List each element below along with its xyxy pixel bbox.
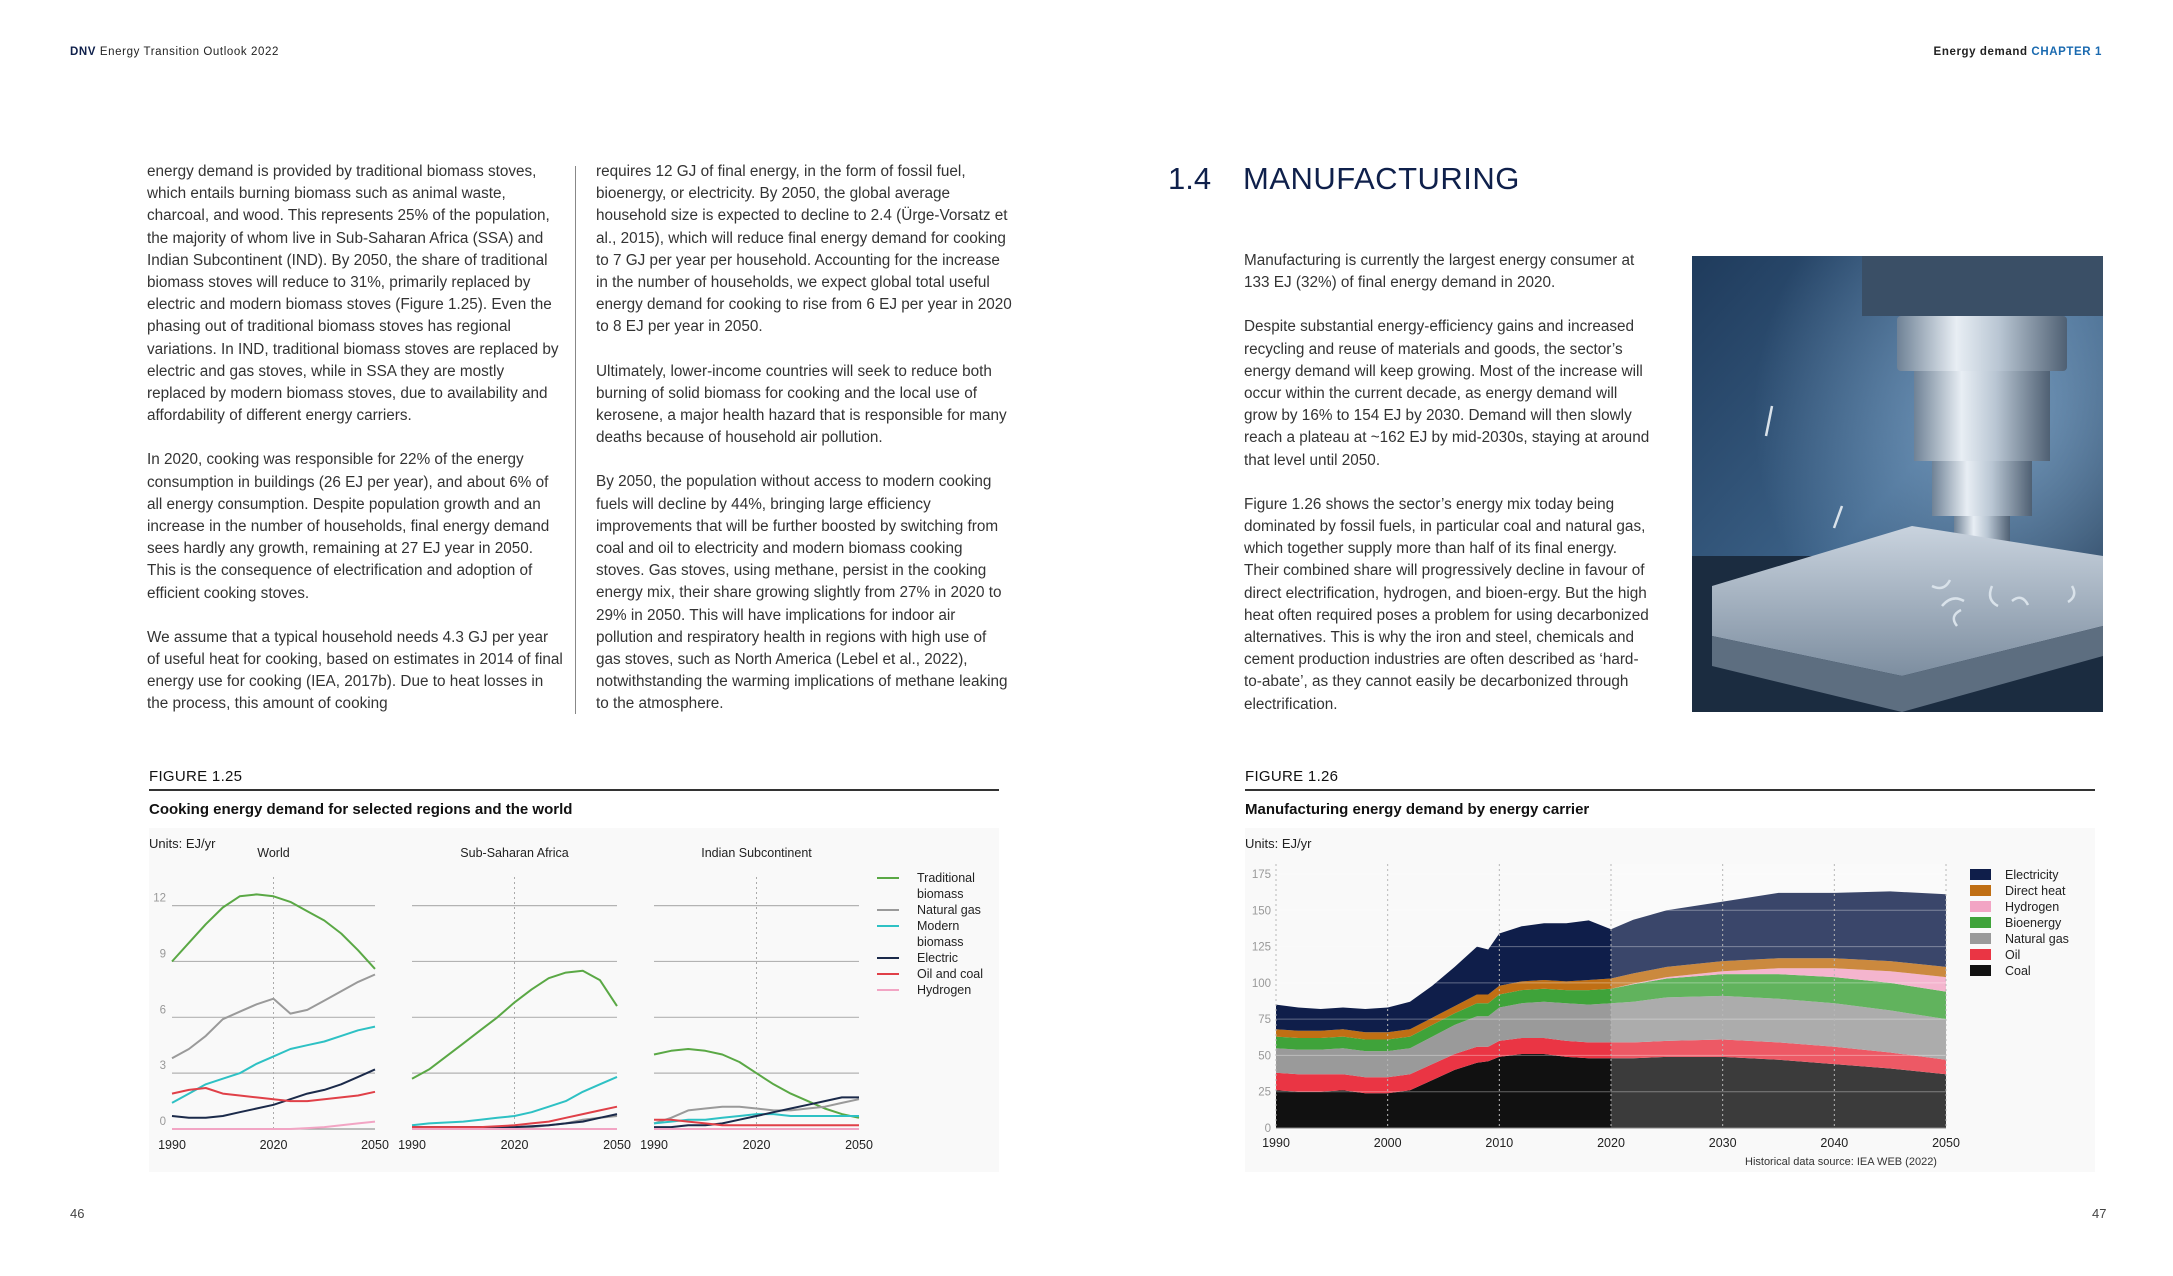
figure-1-26-chart <box>1245 828 2095 1172</box>
legend-label: Oil <box>2005 948 2021 962</box>
figure-rule <box>149 789 999 791</box>
panel-world <box>153 846 389 1152</box>
figure-1-25-label: FIGURE 1.25 <box>149 768 243 785</box>
publication-title: Energy Transition Outlook 2022 <box>99 46 279 58</box>
x-tick-label: 2020 <box>1597 1136 1625 1150</box>
y-tick-label: 0 <box>159 1116 166 1128</box>
legend-swatch-bioenergy <box>1970 917 1991 928</box>
legend-label: Electricity <box>2005 868 2059 882</box>
legend-label: Bioenergy <box>2005 916 2062 930</box>
x-tick-label: 2050 <box>845 1138 873 1152</box>
section-title: MANUFACTURING <box>1243 161 1520 196</box>
legend-label: biomass <box>917 935 964 949</box>
page-number-right: 47 <box>2092 1206 2107 1221</box>
y-tick-label: 175 <box>1251 869 1271 881</box>
legend-label: Modern <box>917 919 960 933</box>
paragraph: energy demand is provided by traditional biomass stoves, which entails burning biomass such as animal waste, charcoal, and wood. This represents 25% of the population, the majority of whom live in Sub-Saharan Africa (SSA) and Indian Subcontinent (IND). By 2050, the share of traditional biomass stoves will reduce to 31%, primarily replaced by electric and modern biomass stoves (Figure 1.25). Even the phasing out of traditional biomass stoves has regional variations. In IND, traditional biomass stoves are replaced by electric and gas stoves, while in SSA they are mostly replaced by modern biomass stoves, due to availability and affordability of different energy carriers. <box>147 163 559 425</box>
legend-label: Natural gas <box>2005 932 2069 946</box>
y-tick-label: 3 <box>159 1060 166 1073</box>
legend <box>877 871 983 997</box>
y-tick-label: 150 <box>1251 905 1271 918</box>
y-tick-label: 6 <box>159 1004 166 1017</box>
legend-label: Natural gas <box>917 903 981 917</box>
panel-indian-subcontinent <box>640 846 873 1152</box>
legend-label: Direct heat <box>2005 884 2066 898</box>
y-tick-label: 125 <box>1251 941 1271 954</box>
left-text-column-2 <box>596 161 1014 738</box>
y-tick-label: 12 <box>153 892 166 905</box>
figure-1-25-chart <box>149 828 999 1172</box>
x-tick-label: 2030 <box>1708 1136 1737 1150</box>
series-line-oil-and-coal <box>172 1088 375 1101</box>
panel-sub-saharan-africa <box>398 846 631 1152</box>
y-tick-label: 75 <box>1258 1014 1271 1027</box>
y-tick-label: 9 <box>159 948 166 961</box>
panel-title: World <box>257 846 290 860</box>
x-tick-label: 2010 <box>1485 1136 1514 1150</box>
section-name: Energy demand <box>1933 46 2028 58</box>
x-tick-label: 2020 <box>500 1138 529 1152</box>
paragraph: Ultimately, lower-income countries will seek to reduce both burning of solid biomass for cooking and the local use of kerosene, a major health hazard that is responsible for many deaths because of household air pollution. <box>596 362 1007 447</box>
header-chapter <box>1934 46 2102 58</box>
x-tick-label: 1990 <box>1262 1136 1290 1150</box>
x-tick-label: 2050 <box>603 1138 631 1152</box>
forecast-shading <box>1611 864 1946 1128</box>
legend-label: Hydrogen <box>917 983 972 997</box>
cnc-machine-illustration <box>1692 256 2103 712</box>
x-tick-label: 1990 <box>398 1138 426 1152</box>
y-tick-label: 50 <box>1258 1050 1271 1063</box>
x-tick-label: 2020 <box>742 1138 771 1152</box>
paragraph: requires 12 GJ of final energy, in the form of fossil fuel, bioenergy, or electricity. By 2050, the global average household size is expected to decline to 2.4 (Ürge-Vorsatz et al., 2015), which will reduce final energy demand for cooking to 7 GJ per year per household. Accounting for the increase in the number of households, we expect global total useful energy demand for cooking to rise from 6 EJ per year in 2020 to 8 EJ per year in 2050. <box>596 163 1012 336</box>
legend-label: Electric <box>917 951 958 965</box>
paragraph: Figure 1.26 shows the sector’s energy mix today being dominated by fossil fuels, in particular coal and natural gas, which together supply more than half of its final energy. Their combined share will progressively decline in favour of direct electrification, hydrogen, and bioen-ergy. But the high heat often required poses a problem for using decarbonized alternatives. This is why the iron and steel, chemicals and cement production industries are often described as ‘hard-to-abate’, as they cannot easily be decarbonized through electrification. <box>1244 495 1649 713</box>
page-number-left: 46 <box>70 1206 85 1221</box>
x-tick-label: 2050 <box>1932 1136 1960 1150</box>
brand-logo: DNV <box>70 46 97 58</box>
legend <box>1970 868 2069 978</box>
x-tick-label: 1990 <box>158 1138 186 1152</box>
figure-rule <box>1245 789 2095 791</box>
header-publication <box>70 46 279 58</box>
figure-1-26-units: Units: EJ/yr <box>1245 836 1312 851</box>
paragraph: In 2020, cooking was responsible for 22% of the energy consumption in buildings (26 EJ per year), and about 6% of all energy consumption. Despite population growth and an increase in the number of households, final energy demand sees hardly any growth, remaining at 27 EJ year in 2050. This is the consequence of electrification and adoption of efficient cooking stoves. <box>147 451 550 602</box>
legend-swatch-oil <box>1970 949 1991 960</box>
legend-swatch-direct-heat <box>1970 885 1991 896</box>
paragraph: Manufacturing is currently the largest energy consumer at 133 EJ (32%) of final energy demand in 2020. <box>1244 252 1635 292</box>
manufacturing-photo <box>1692 256 2103 712</box>
panel-title: Indian Subcontinent <box>701 846 812 860</box>
left-text-column-1 <box>147 161 565 738</box>
legend-label: Coal <box>2005 964 2031 978</box>
legend-label: biomass <box>917 887 964 901</box>
panel-title: Sub-Saharan Africa <box>460 846 569 860</box>
legend-label: Oil and coal <box>917 967 984 981</box>
x-tick-label: 2040 <box>1820 1136 1849 1150</box>
section-number: 1.4 <box>1168 161 1212 196</box>
legend-label: Traditional <box>917 871 975 885</box>
legend-swatch-coal <box>1970 965 1991 976</box>
figure-1-25-units: Units: EJ/yr <box>149 836 216 851</box>
legend-swatch-natural-gas <box>1970 933 1991 944</box>
column-divider <box>575 166 576 714</box>
y-tick-label: 100 <box>1251 977 1271 990</box>
x-tick-label: 2000 <box>1373 1136 1402 1150</box>
paragraph: Despite substantial energy-efficiency gains and increased recycling and reuse of materials and goods, the sector’s energy demand will keep growing. Most of the increase will occur within the current decade, as energy demand will grow by 16% to 154 EJ by 2030. Demand will then slowly reach a plateau at ~162 EJ by mid-2030s, staying at around that level until 2050. <box>1244 318 1650 469</box>
x-tick-label: 2050 <box>361 1138 389 1152</box>
y-tick-label: 0 <box>1264 1123 1271 1135</box>
legend-label: Hydrogen <box>2005 900 2060 914</box>
x-tick-label: 1990 <box>640 1138 668 1152</box>
paragraph: By 2050, the population without access to modern cooking fuels will decline by 44%, bringing large efficiency improvements that will be further boosted by switching from coal and oil to electricity and modern biomass cooking stoves. Gas stoves, using methane, persist in the cooking energy mix, their share growing slightly from 27% in 2020 to 29% in 2050. This will have implications for indoor air pollution and respiratory health in regions with high use of gas stoves, such as North America (Lebel et al., 2022), notwithstanding the warming implications of methane leaking to the atmosphere. <box>596 473 1008 713</box>
figure-1-25-title: Cooking energy demand for selected regions and the world <box>149 801 573 818</box>
right-text-column <box>1244 250 1652 738</box>
legend-swatch-hydrogen <box>1970 901 1991 912</box>
chapter-label: CHAPTER 1 <box>2031 46 2102 58</box>
y-tick-label: 25 <box>1258 1086 1271 1099</box>
figure-1-26-source: Historical data source: IEA WEB (2022) <box>1745 1156 1937 1168</box>
figure-1-26-title: Manufacturing energy demand by energy carrier <box>1245 801 1590 818</box>
figure-1-26-label: FIGURE 1.26 <box>1245 768 1339 785</box>
paragraph: We assume that a typical household needs 4.3 GJ per year of useful heat for cooking, based on estimates in 2014 of final energy use for cooking (IEA, 2017b). Due to heat losses in the process, this amount of cooking <box>147 628 563 713</box>
legend-swatch-electricity <box>1970 869 1991 880</box>
x-tick-label: 2020 <box>259 1138 288 1152</box>
